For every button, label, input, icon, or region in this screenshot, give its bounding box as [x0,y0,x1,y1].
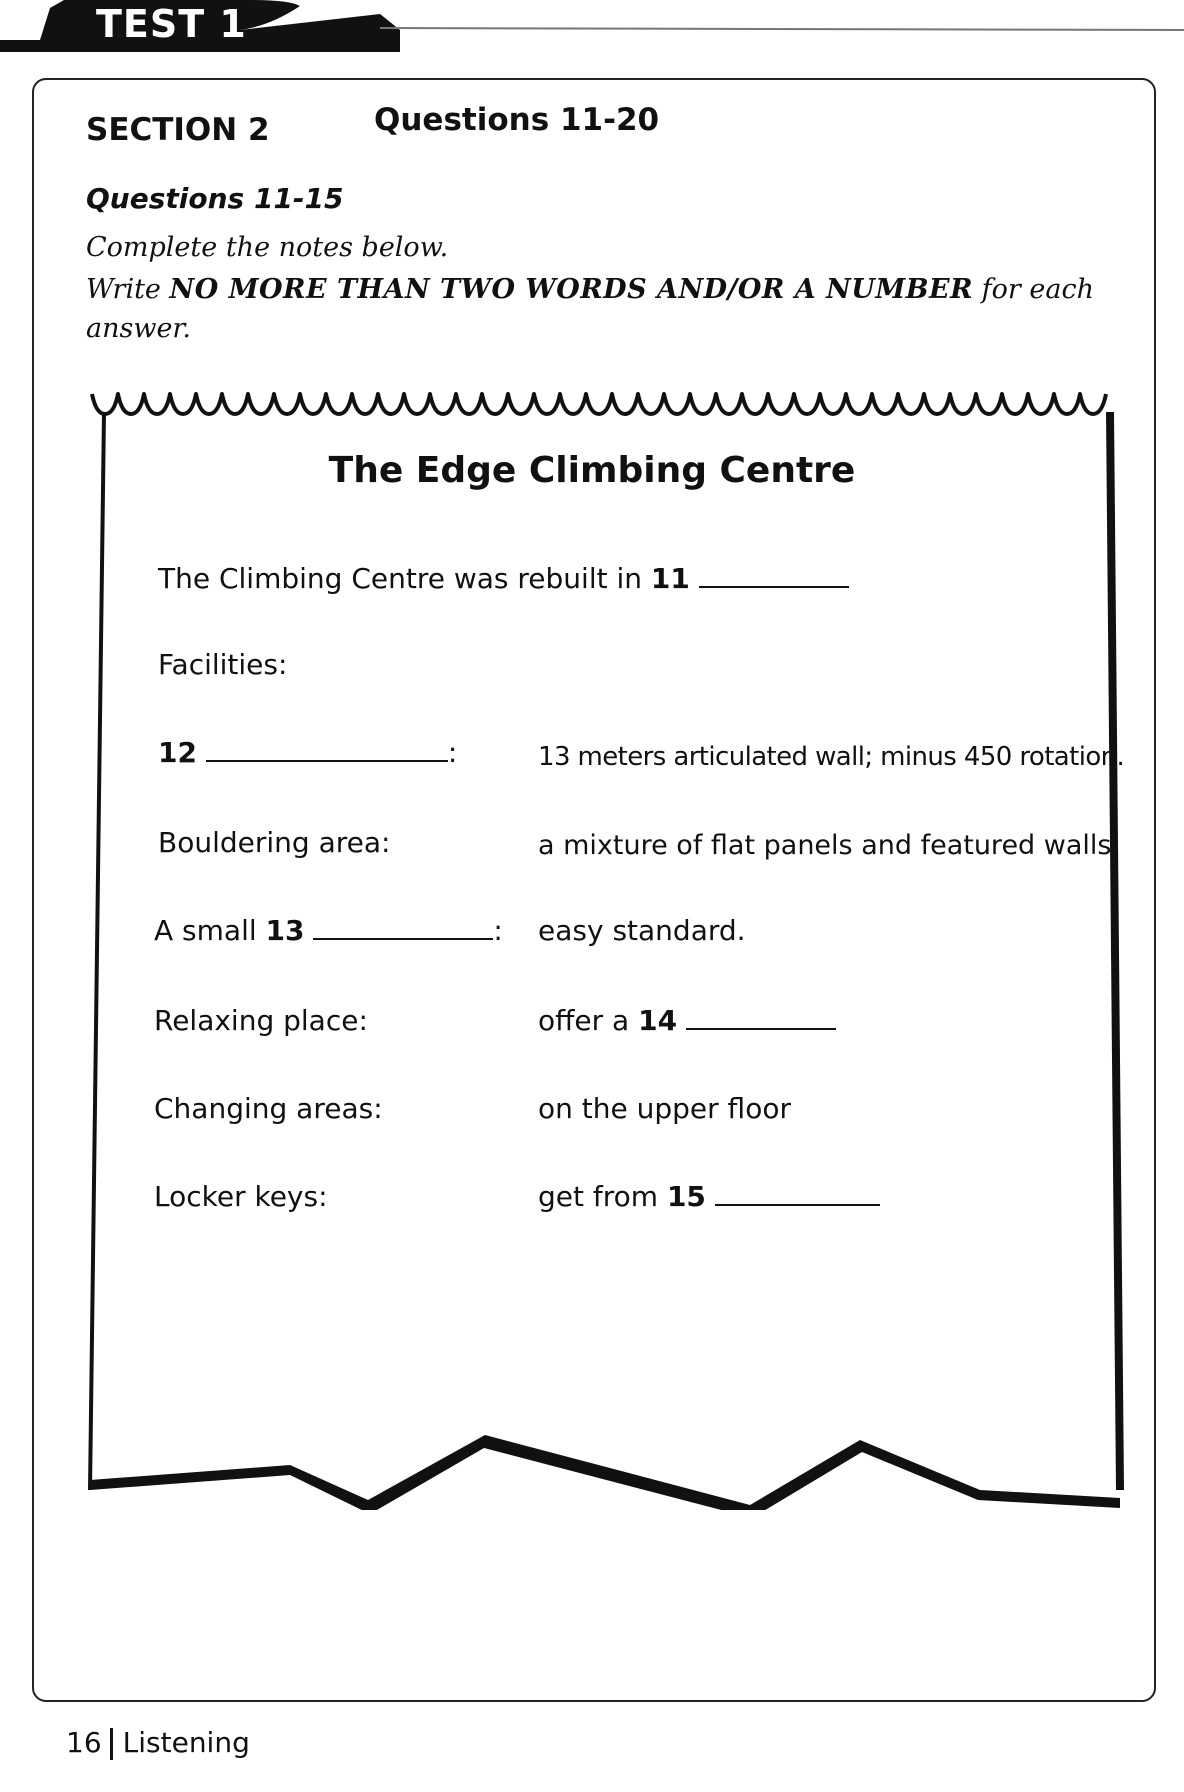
answer-blank-12[interactable] [206,742,448,762]
row-bouldering-label: Bouldering area: [158,826,391,859]
instruction-line-1: Complete the notes below. [86,232,449,263]
question-number-12: 12 [158,736,197,769]
answer-blank-14[interactable] [686,1010,836,1030]
row-13-value: easy standard. [538,914,746,947]
answer-blank-13[interactable] [313,920,493,940]
section-heading: SECTION 2 [86,112,270,148]
instruction-emphasis: NO MORE THAN TWO WORDS AND/OR A NUMBER [169,274,974,305]
colon: : [493,914,503,947]
questions-heading: Questions 11-20 [374,102,660,138]
footer-separator [110,1728,113,1760]
row-relaxing-label: Relaxing place: [154,1004,368,1037]
test-label: TEST 1 [96,2,247,46]
instruction-line-2 [86,270,1136,348]
instruction-prefix: Write [86,274,161,305]
notes-wavy-top [92,394,1106,414]
row-changing-label: Changing areas: [154,1092,383,1125]
row-bouldering-value: a mixture of flat panels and featured walls. [538,830,1121,861]
row-locker-value [538,1180,880,1213]
answer-blank-15[interactable] [715,1186,880,1206]
row-12-label [158,736,457,769]
facilities-label: Facilities: [158,648,288,681]
intro-text: The Climbing Centre was rebuilt in [158,562,643,595]
row-15-prefix: get from [538,1180,659,1213]
row-locker-label: Locker keys: [154,1180,328,1213]
notes-right-edge [1110,412,1120,1490]
row-14-prefix: offer a [538,1004,630,1037]
notes-left-edge [90,412,104,1490]
intro-line [158,562,849,595]
questions-subheading: Questions 11-15 [86,182,344,215]
header-rule [380,26,1184,32]
notes-title: The Edge Climbing Centre [328,450,856,491]
row-changing-value: on the upper floor [538,1092,791,1125]
question-number-11: 11 [650,562,690,595]
page-footer [66,1726,250,1760]
row-13-prefix: A small [154,914,257,947]
page-number: 16 [66,1726,102,1759]
footer-section-name: Listening [122,1726,250,1759]
question-number-14: 14 [638,1004,678,1037]
colon: : [447,736,458,769]
answer-blank-11[interactable] [699,568,849,588]
row-13-label [154,914,503,947]
test-tab [0,0,400,52]
row-relaxing-value [538,1004,836,1037]
notes-jagged-bottom [90,1435,1120,1510]
row-12-value: 13 meters articulated wall; minus 450 rotation. [538,742,1125,772]
instruction-suffix: for each answer. [86,274,1094,344]
question-number-15: 15 [666,1180,706,1213]
question-number-13: 13 [265,914,305,947]
